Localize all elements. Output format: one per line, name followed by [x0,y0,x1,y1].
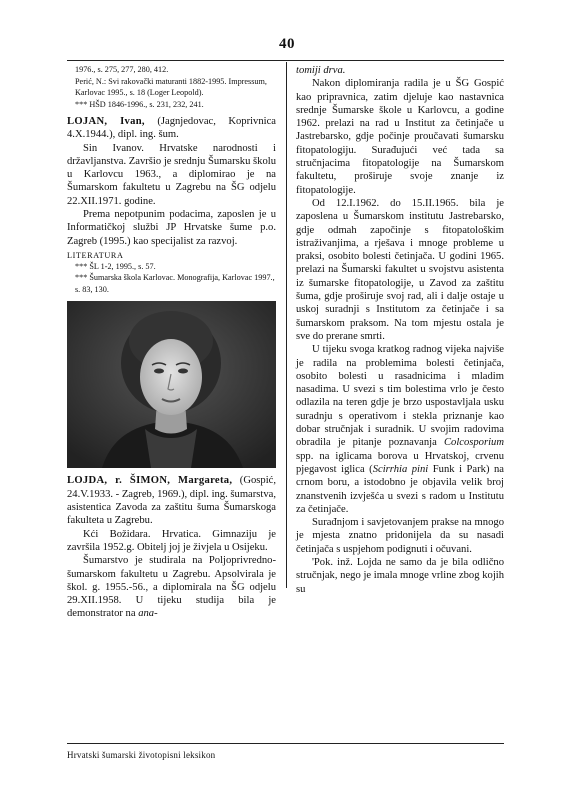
entry-lojan-heading [67,115,276,142]
entry-lojda-heading [67,474,276,527]
entry-lojda-paragraph: Šumarstvo je studirala na Poljoprivredno-šumarskom fakultetu u Zagrebu. Apsolvirala je škol. g. 1955.-56., a diplomirala na ŠG odjelu 29.XII.1958. U tijeku studija bila je demonstrator na ana- [67,555,276,620]
literature-item: *** ŠL 1-2, 1995., s. 57. [75,261,156,271]
entry-lojan-intro: (Jagnjedovac, Koprivnica 4.X.1944.), dipl. ing. šum. [67,116,276,141]
entry-lojda-name: LOJDA, r. ŠIMON, Margareta, [67,475,233,487]
portrait-illustration [67,301,276,468]
italic-term: Scirrhia pini [372,463,429,475]
right-paragraph: Od 12.I.1962. do 15.II.1965. bila je zaposlena u Šumarskom institutu Jastrebarsko, gdje odmah započinje s fitopatološkim istraživanjima, a rješava i mnoge probleme u praksi, osobito bolesti četinjača. U godini 1965. prelazi na Šumarski fakultet u svojstvu asistenta iz šumarske fitopatologije, u Zavod za zaštitu šuma, gdje proširuje svoj rad, ali i dalje ostaje u uskoj suradnji s Institutom za četinjače i sa šumarskom praksom. Na tom mjestu ostala je sve do prerane smrti. [296,197,504,342]
reference-line: 1976., s. 275, 277, 280, 412. [75,65,169,74]
top-rule [67,60,504,61]
literature-item: *** Šumarska škola Karlovac. Monografija, Karlovac 1997., s. 83, 130. [75,273,275,294]
entry-lojda-paragraph: Kći Božidara. Hrvatica. Gimnaziju je završila 1952.g. Obitelj joj je živjela u Osijeku. [67,528,276,553]
page-number: 40 [279,36,295,52]
entry-lojan-paragraph: Sin Ivanov. Hrvatske narodnosti i državljanstva. Završio je srednju Šumarsku školu u Karlovcu 1963., a diplomirao je na Šumarskom fakultetu u Zagrebu na ŠG odjelu 22.XII.1971. godine. [67,142,276,207]
italic-term: ana- [138,608,158,620]
entry-lojda-intro: (Gospić, 24.V.1933. - Zagreb, 1969.), dipl. ing. šumarstva, asistentica Zavoda za zaštitu šuma Šumarskoga fakulteta u Zagrebu. [67,475,277,527]
footer-title: Hrvatski šumarski životopisni leksikon [67,750,216,760]
portrait-photo [67,301,276,468]
reference-line: *** HŠD 1846-1996., s. 231, 232, 241. [75,99,204,109]
continued-text: tomiji drva. [296,65,346,76]
left-column [67,64,276,621]
right-paragraph: Nakon diplomiranja radila je u ŠG Gospić kao pripravnica, zatim djeluje kao nastavnica srednje Šumarske škole u Karlovcu, a godine 1962. prelazi na rad u Institut za četinjače u Jastrebarsko, gdje počinje proučavati šumarsku fitopatologiju. Surađujući već tada sa stručnjacima fitopatologije na Šumarskom fakultetu, proširuje svoje znanje iz fitopatologije. [296,78,504,196]
right-paragraph: Surađnjom i savjetovanjem prakse na mnogo je mjesta znatno pridonijela da su nasadi četinjača s uspjehom podignuti i očuvani. [296,517,504,555]
right-paragraph: U tijeku svoga kratkog radnog vijeka najviše je radila na problemima bolesti četinjača, osobito bolesti u rasadnicima i mladim nasadima. U svezi s tim bolestima vrlo je često odlazila na teren gdje je brzo uspostavljala usku suradnju s operativom i stekla priznanje kao dobar stručnjak i suradnik. U svojim radovima obradila je pitanje poznavanja Colcosporium spp. na iglicama borova u Hrvatskoj, crvenu pjegavost iglica (Scirrhia pini Funk i Park) na crnom boru, a istodobno je objavila velik broj znanstvenih izvješća u svezi s radom u Institutu za četinjače. [296,344,504,515]
entry-lojan-name: LOJAN, Ivan, [67,116,145,127]
bottom-rule [67,743,504,744]
column-divider [286,62,287,588]
right-column [296,64,504,596]
right-paragraph: 'Pok. inž. Lojda ne samo da je bila odlično stručnjak, nego je imala mnoge vrline zbog kojih su [296,556,504,595]
italic-term: Colcosporium [443,437,504,449]
entry-lojan-paragraph: Prema nepotpunim podacima, zaposlen je u Informatičkoj službi JP Hrvatske šume p.o. Zagreb (1995.) kao specijalist za razvoj. [67,209,276,247]
literature-heading: LITERATURA [67,250,124,260]
reference-line: Perić, N.: Svi rakovački maturanti 1882-1995. Impressum, Karlovac 1995., s. 18 (Loger Leopold). [75,76,267,97]
